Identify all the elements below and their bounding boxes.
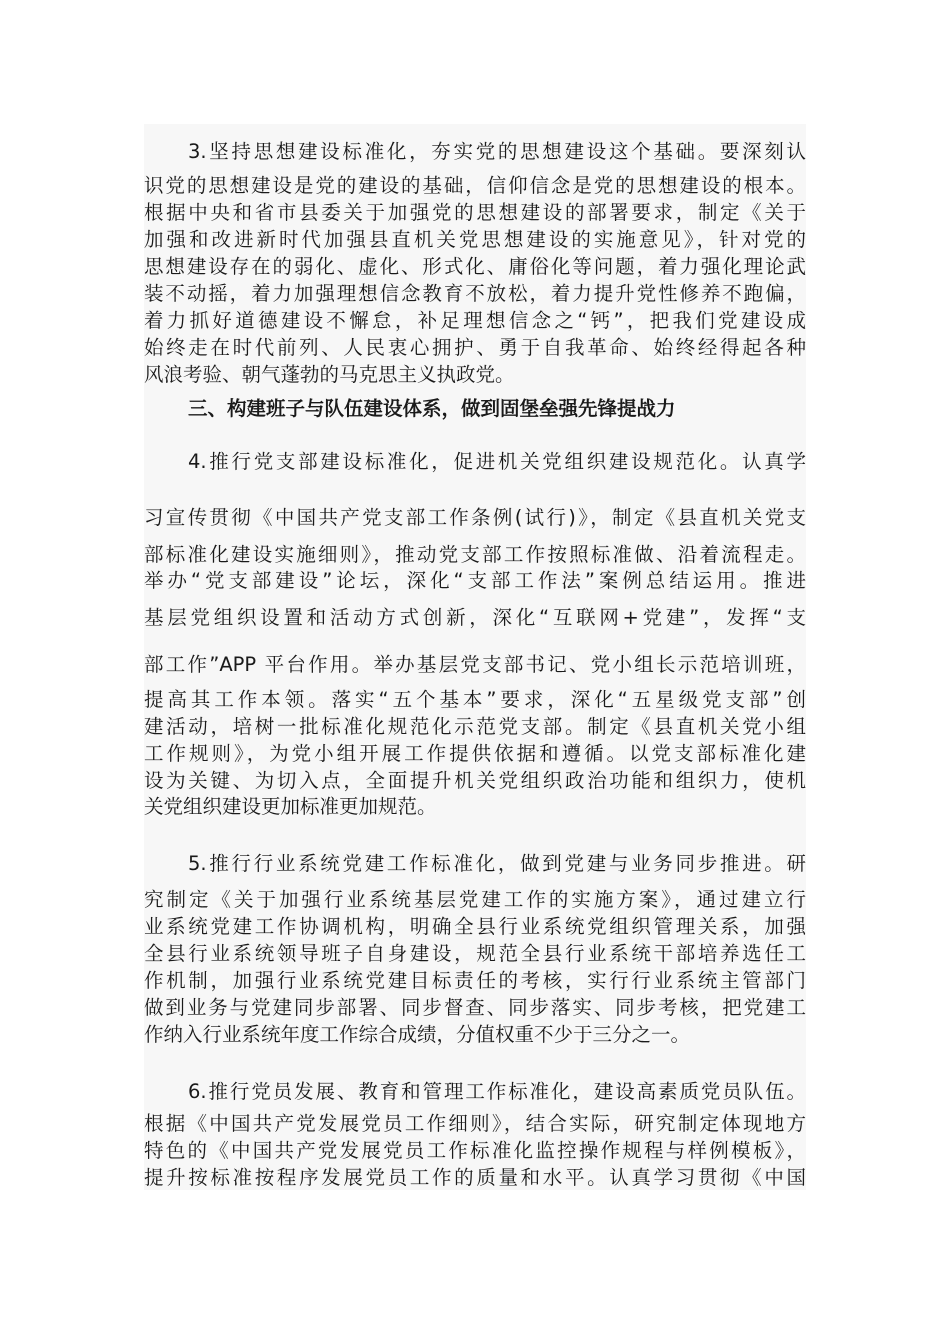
paragraph-5-line-5: 作机制，加强行业系统党建目标责任的考核，实行行业系统主管部门 [144, 969, 806, 992]
paragraph-3-line-8: 始终走在时代前列、人民衷心拥护、勇于自我革命、始终经得起各种 [144, 336, 806, 359]
paragraph-3-line-2: 识党的思想建设是党的建设的基础，信仰信念是党的思想建设的根本。 [144, 174, 806, 197]
paragraph-3-line-4: 加强和改进新时代加强县直机关党思想建设的实施意见》，针对党的 [144, 228, 806, 251]
paragraph-6-line-1: 6.推行党员发展、教育和管理工作标准化，建设高素质党员队伍。 [188, 1080, 806, 1103]
paragraph-4-line-10: 设为关键、为切入点，全面提升机关党组织政治功能和组织力，使机 [144, 769, 806, 792]
paragraph-5-line-1: 5.推行行业系统党建工作标准化，做到党建与业务同步推进。研 [188, 852, 806, 875]
paragraph-6-line-2: 根据《中国共产党发展党员工作细则》，结合实际，研究制定体现地方 [144, 1112, 806, 1135]
paragraph-4-line-6: 部工作”APP 平台作用。举办基层党支部书记、党小组长示范培训班， [144, 653, 806, 676]
paragraph-4-line-2: 习宣传贯彻《中国共产党支部工作条例(试行)》，制定《县直机关党支 [144, 506, 806, 529]
paragraph-3-line-7: 着力抓好道德建设不懈怠，补足理想信念之“钙”，把我们党建设成 [144, 309, 806, 332]
paragraph-4-line-8: 建活动，培树一批标准化规范化示范党支部。制定《县直机关党小组 [144, 715, 806, 738]
paragraph-4-line-11: 关党组织建设更加标准更加规范。 [144, 795, 437, 818]
paragraph-4-line-3: 部标准化建设实施细则》，推动党支部工作按照标准做、沿着流程走。 [144, 543, 806, 566]
paragraph-3-line-3: 根据中央和省市县委关于加强党的思想建设的部署要求，制定《关于 [144, 201, 806, 224]
paragraph-3-line-9: 风浪考验、朝气蓬勃的马克思主义执政党。 [144, 363, 515, 386]
paragraph-5-line-6: 做到业务与党建同步部署、同步督查、同步落实、同步考核，把党建工 [144, 996, 806, 1019]
paragraph-5-line-3: 业系统党建工作协调机构，明确全县行业系统党组织管理关系，加强 [144, 915, 806, 938]
paragraph-3-line-1: 3.坚持思想建设标准化，夯实党的思想建设这个基础。要深刻认 [188, 140, 806, 163]
paragraph-4-line-4: 举办“党支部建设”论坛，深化“支部工作法”案例总结运用。推进 [144, 569, 806, 592]
paragraph-4-line-9: 工作规则》，为党小组开展工作提供依据和遵循。以党支部标准化建 [144, 742, 806, 765]
paragraph-6-line-4: 提升按标准按程序发展党员工作的质量和水平。认真学习贯彻《中国 [144, 1166, 806, 1189]
paragraph-4-line-5: 基层党组织设置和活动方式创新，深化“互联网+党建”，发挥“支 [144, 606, 806, 629]
section-heading: 三、构建班子与队伍建设体系，做到固堡垒强先锋提战力 [188, 397, 676, 420]
paragraph-4-line-1: 4.推行党支部建设标准化，促进机关党组织建设规范化。认真学 [188, 450, 806, 473]
paragraph-5-line-2: 究制定《关于加强行业系统基层党建工作的实施方案》，通过建立行 [144, 888, 806, 911]
paragraph-3-line-6: 装不动摇，着力加强理想信念教育不放松，着力提升党性修养不跑偏， [144, 282, 806, 305]
paragraph-5-line-4: 全县行业系统领导班子自身建设，规范全县行业系统干部培养选任工 [144, 942, 806, 965]
paragraph-3-line-5: 思想建设存在的弱化、虚化、形式化、庸俗化等问题，着力强化理论武 [144, 255, 806, 278]
paragraph-4-line-7: 提高其工作本领。落实“五个基本”要求，深化“五星级党支部”创 [144, 688, 806, 711]
paragraph-6-line-3: 特色的《中国共产党发展党员工作标准化监控操作规程与样例模板》， [144, 1139, 806, 1162]
document-body [144, 124, 806, 1190]
paragraph-5-line-7: 作纳入行业系统年度工作综合成绩，分值权重不少于三分之一。 [144, 1023, 691, 1046]
